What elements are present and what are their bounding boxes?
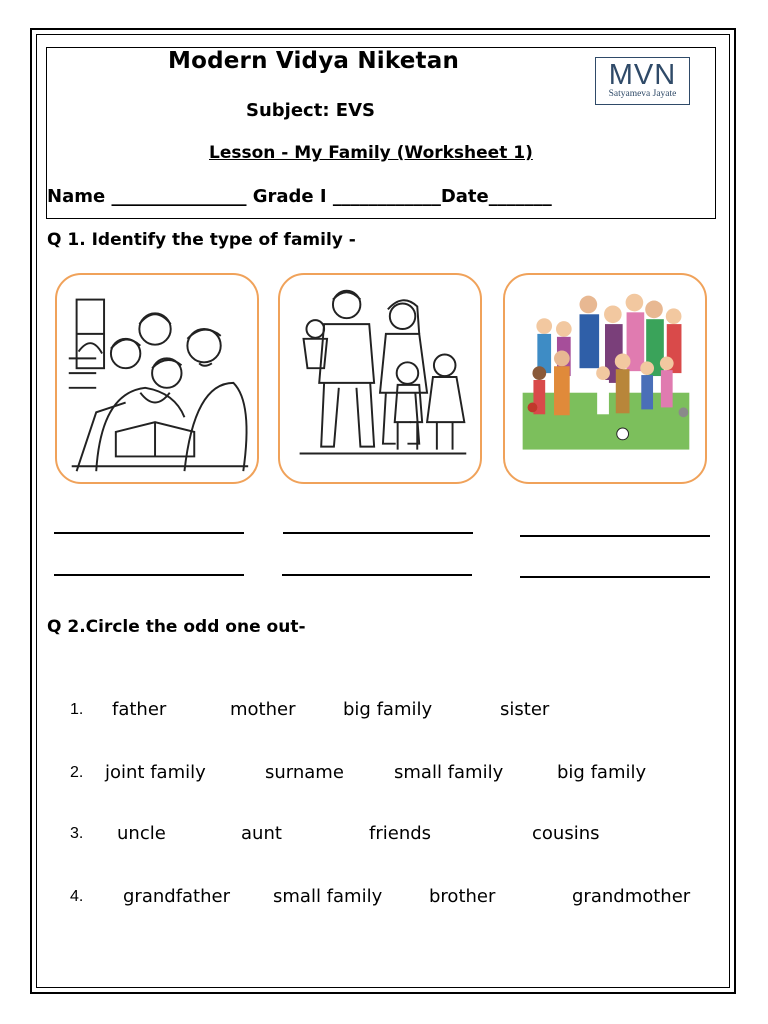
word-option[interactable]: aunt bbox=[241, 823, 282, 844]
joint-family-picture bbox=[55, 273, 259, 484]
word-option[interactable]: small family bbox=[273, 886, 383, 907]
question-1-label: Q 1. Identify the type of family - bbox=[47, 230, 356, 250]
school-name: Modern Vidya Niketan bbox=[168, 48, 460, 74]
row-number: 1. bbox=[70, 701, 84, 718]
logo-motto: Satyameva Jayate bbox=[608, 89, 677, 99]
answer-line[interactable] bbox=[54, 574, 244, 576]
answer-line[interactable] bbox=[54, 532, 244, 534]
row-number: 2. bbox=[70, 764, 84, 781]
word-option[interactable]: brother bbox=[429, 886, 496, 907]
word-option[interactable]: big family bbox=[343, 699, 433, 720]
logo-text: MVN bbox=[608, 59, 677, 91]
answer-line[interactable] bbox=[283, 532, 473, 534]
word-option[interactable]: surname bbox=[265, 762, 344, 783]
lesson-title: Lesson - My Family (Worksheet 1) bbox=[209, 143, 533, 163]
word-option[interactable]: grandmother bbox=[572, 886, 691, 907]
joint-family-drawing bbox=[57, 275, 257, 482]
row-number: 4. bbox=[70, 888, 84, 905]
subject-label: Subject: EVS bbox=[246, 100, 375, 121]
big-family-picture bbox=[503, 273, 707, 484]
answer-line[interactable] bbox=[520, 576, 710, 578]
big-family-illustration bbox=[505, 275, 705, 482]
word-option[interactable]: sister bbox=[500, 699, 550, 720]
word-option[interactable]: grandfather bbox=[123, 886, 230, 907]
row-number: 3. bbox=[70, 825, 84, 842]
word-option[interactable]: mother bbox=[230, 699, 296, 720]
school-logo bbox=[595, 57, 690, 105]
question-2-label: Q 2.Circle the odd one out- bbox=[47, 617, 306, 637]
word-option[interactable]: uncle bbox=[117, 823, 166, 844]
word-option[interactable]: big family bbox=[557, 762, 647, 783]
word-option[interactable]: small family bbox=[394, 762, 504, 783]
nuclear-family-picture bbox=[278, 273, 482, 484]
answer-line[interactable] bbox=[520, 535, 710, 537]
answer-line[interactable] bbox=[282, 574, 472, 576]
word-option[interactable]: joint family bbox=[105, 762, 206, 783]
word-option[interactable]: father bbox=[112, 699, 167, 720]
nuclear-family-drawing bbox=[280, 275, 480, 482]
word-option[interactable]: cousins bbox=[532, 823, 600, 844]
word-option[interactable]: friends bbox=[369, 823, 432, 844]
name-grade-date-row: Name _______________ Grade I ____________Date_______ bbox=[47, 186, 552, 207]
